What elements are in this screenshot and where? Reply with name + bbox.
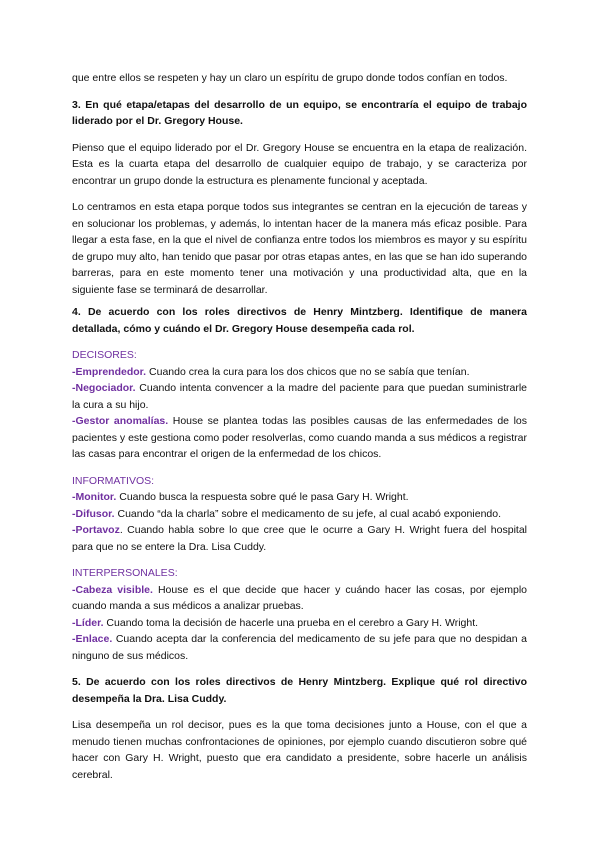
group-title-informativos: INFORMATIVOS xyxy=(72,474,152,487)
role-description: Cuando “da la charla” sobre el medicamento de su jefe, al cual acabó exponiendo. xyxy=(114,507,502,520)
group-title-decisores: DECISORES xyxy=(72,349,134,361)
intro-paragraph-tail: que entre ellos se respeten y hay un claro un espíritu de grupo donde todos confían en todos. xyxy=(72,72,508,84)
role-item xyxy=(72,413,527,463)
role-name: -Cabeza visible. xyxy=(72,583,153,596)
question-3-paragraph-2: Lo centramos en esta etapa porque todos sus integrantes se centran en la ejecución de tareas y en solucionar los problemas, y además, lo intentan hacer de la manera más eficaz posible. Para llegar a esta fase, en la que el nivel de confianza entre todos los miembros es mayor y su espíritu de grupo muy alto, han tenido que pasar por otras etapas antes, en las que se han ido superando barreras, para en este momento tener una motivación y una productividad alta, que en la siguiente fase se terminará de desarrollar. xyxy=(72,201,527,296)
role-name: -Emprendedor. xyxy=(72,365,147,378)
role-name: -Negociador. xyxy=(72,382,136,394)
role-name: -Enlace. xyxy=(72,633,113,645)
roles-group-title: INFORMATIVOS: xyxy=(72,474,155,487)
role-description: Cuando acepta dar la conferencia del medicamento de su jefe para que no despidan a ninguno de sus médicos. xyxy=(72,633,527,662)
question-5-heading: 5. De acuerdo con los roles directivos de Henry Mintzberg. Explique qué rol directivo desempeña la Dra. Lisa Cuddy. xyxy=(72,676,527,705)
role-description: Cuando toma la decisión de hacerle una prueba en el cerebro a Gary H. Wright. xyxy=(103,616,479,629)
role-description: House es el que decide que hacer y cuándo hacer las cosas, por ejemplo cuando manda a sus médicos a analizar pruebas. xyxy=(72,583,527,612)
role-item xyxy=(72,582,527,615)
roles-group-title: DECISORES: xyxy=(72,349,137,361)
role-item xyxy=(72,631,527,664)
role-description: Cuando busca la respuesta sobre qué le pasa Gary H. Wright. xyxy=(116,491,409,503)
role-name: -Difusor. xyxy=(72,507,115,520)
role-name: -Portavoz xyxy=(72,524,120,536)
role-description: Cuando crea la cura para los dos chicos que no se sabía que tenían. xyxy=(146,365,470,378)
roles-group-title: INTERPERSONALES: xyxy=(72,567,178,579)
question-3-paragraph-1: Pienso que el equipo liderado por el Dr. Gregory House se encuentra en la etapa de realización. Esta es la cuarta etapa del desarrollo de cualquier equipo de trabajo, y se caracteriza por encontrar un grupo donde la estructura es plenamente funcional y aceptada. xyxy=(72,141,527,187)
role-name: -Líder. xyxy=(72,616,104,629)
role-name: -Gestor anomalías. xyxy=(72,415,169,427)
question-3-heading: 3. En qué etapa/etapas del desarrollo de un equipo, se encontraría el equipo de trabajo liderado por el Dr. Gregory House. xyxy=(72,98,527,127)
role-item xyxy=(72,380,527,413)
role-item xyxy=(72,615,527,632)
role-item xyxy=(72,489,527,506)
document-body xyxy=(72,70,527,783)
group-title-interpersonales: INTERPERSONALES xyxy=(72,567,175,579)
role-description: Cuando intenta convencer a la madre del paciente para que puedan suministrarle la cura a su hijo. xyxy=(72,382,527,411)
question-5-paragraph-1: Lisa desempeña un rol decisor, pues es la que toma decisiones junto a House, con el que a menudo tienen muchas confrontaciones de opiniones, por ejemplo cuando discutieron sobre qué hacer con Gary H. Wright, puesto que era candidato a presidente, sobre hacerle un análisis cerebral. xyxy=(72,719,527,781)
role-description: . Cuando habla sobre lo que cree que le ocurre a Gary H. Wright fuera del hospital para que no se entere la Dra. Lisa Cuddy. xyxy=(72,524,527,553)
role-item xyxy=(72,522,527,555)
role-item xyxy=(72,364,527,381)
role-name: -Monitor. xyxy=(72,491,117,503)
role-description: House se plantea todas las posibles causas de las enfermedades de los pacientes y este gestiona como poder resolverlas, como cuando manda a sus médicos a registrar las casas para encontrar el origen de la enfermedad de los chicos. xyxy=(72,415,527,460)
question-4-heading: 4. De acuerdo con los roles directivos de Henry Mintzberg. Identifique de manera detallada, cómo y cuándo el Dr. Gregory House desempeña cada rol. xyxy=(72,306,527,335)
role-item xyxy=(72,506,527,523)
